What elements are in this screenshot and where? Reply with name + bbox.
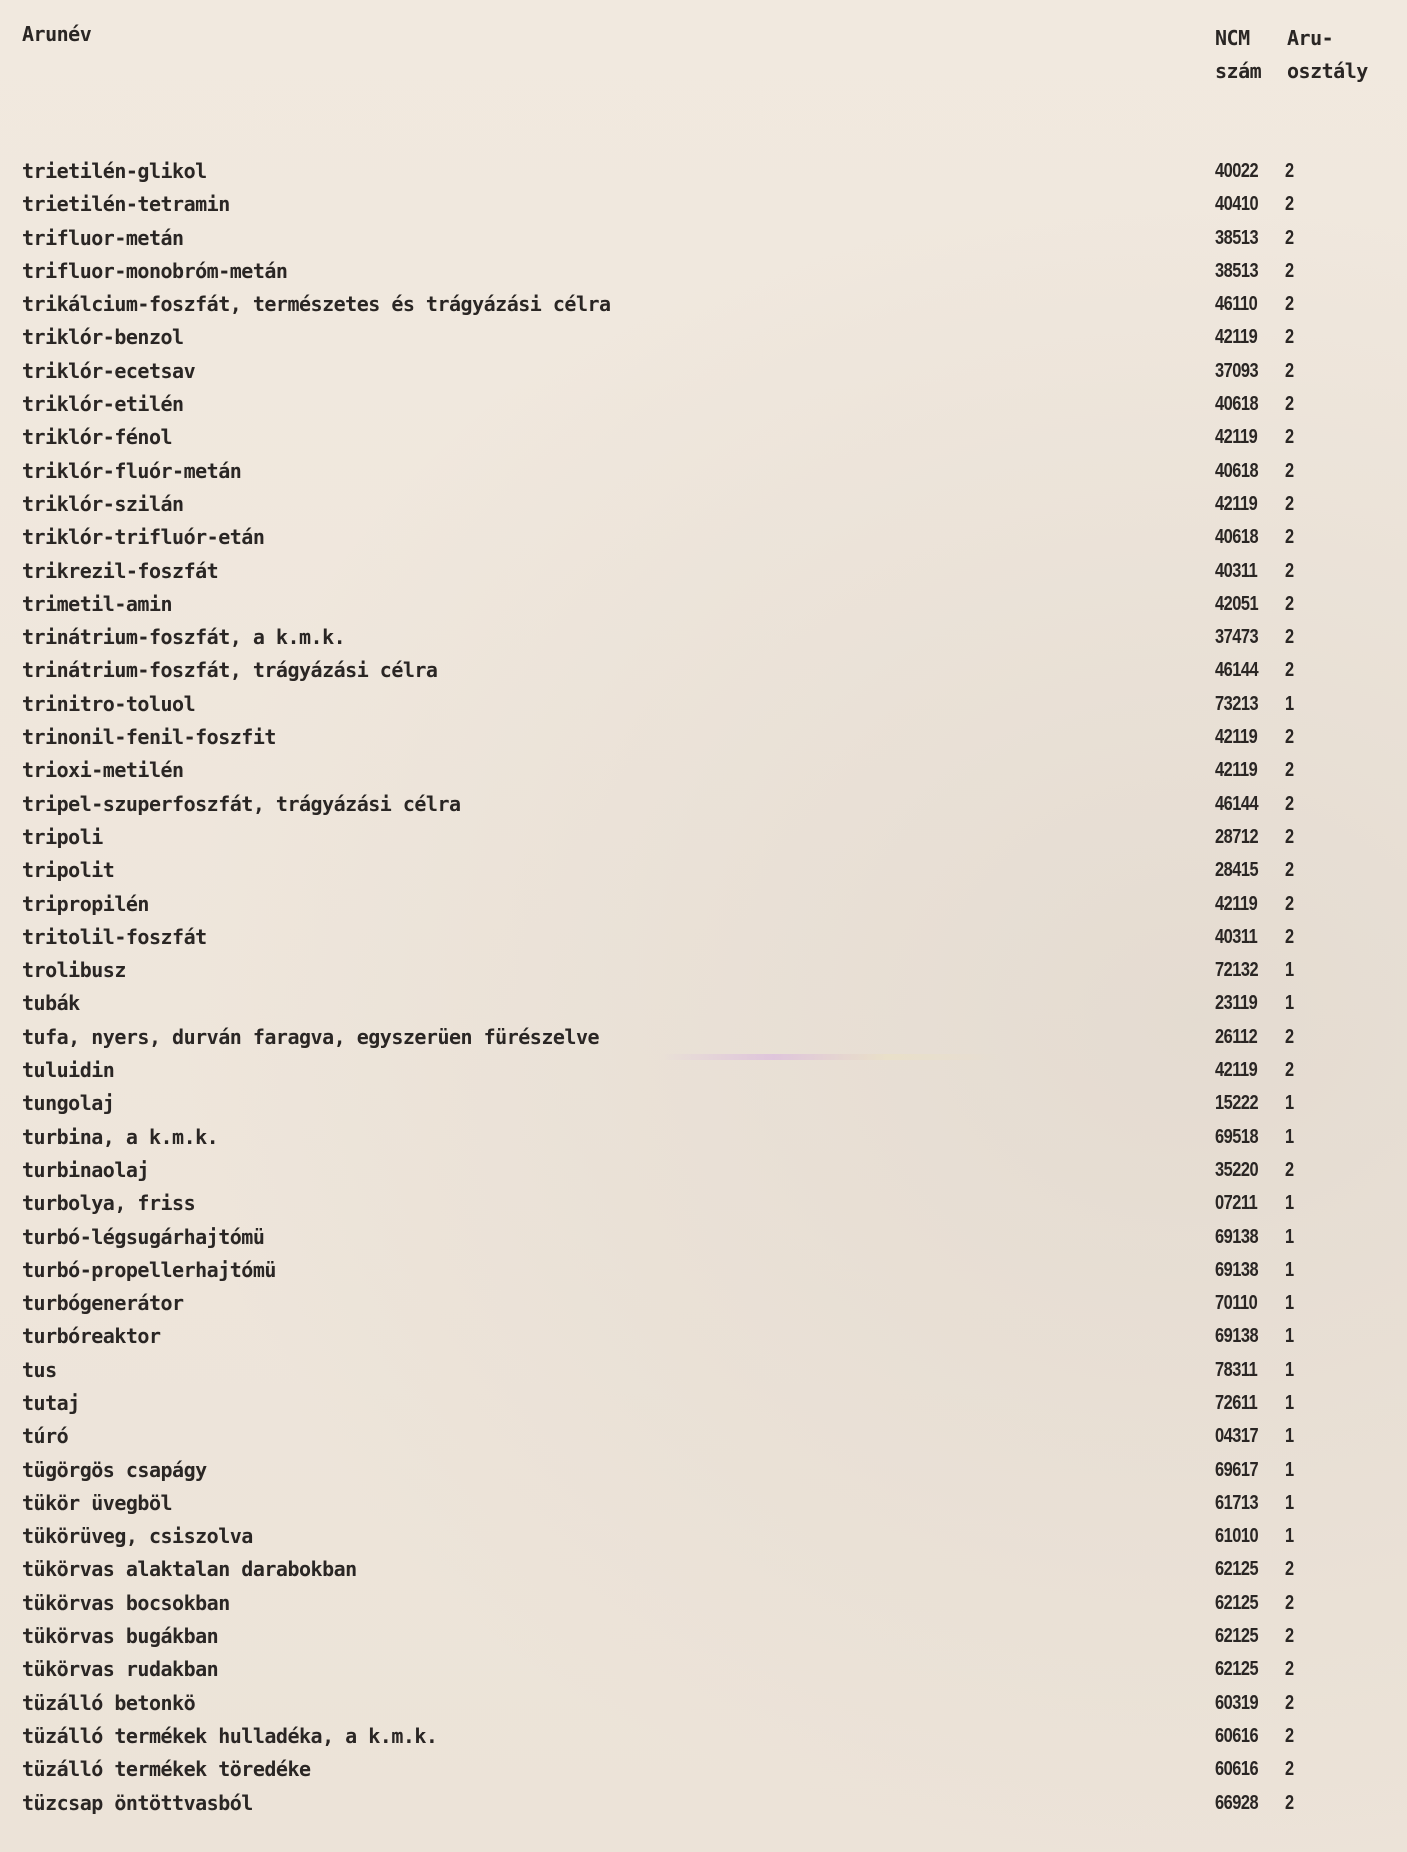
table-row	[0, 488, 1407, 521]
ncm-code: 40311	[1215, 559, 1258, 582]
table-row	[0, 1021, 1407, 1054]
ncm-code: 40618	[1215, 526, 1259, 549]
ncm-code: 69518	[1215, 1125, 1259, 1148]
goods-class: 2	[1285, 193, 1295, 216]
goods-class: 2	[1285, 359, 1295, 382]
table-row	[0, 1620, 1407, 1653]
ncm-code: 72132	[1215, 959, 1259, 982]
item-name: trikrezil-foszfát	[22, 558, 219, 583]
item-name: trinitro-toluol	[22, 691, 196, 716]
item-name: triklór-ecetsav	[22, 358, 196, 383]
ncm-code: 42119	[1215, 759, 1258, 782]
table-row	[0, 1254, 1407, 1287]
goods-class: 1	[1285, 1192, 1295, 1215]
column-header-ncm-line2: szám	[1215, 59, 1262, 83]
goods-class: 2	[1285, 1658, 1295, 1681]
goods-class: 2	[1285, 426, 1295, 449]
ncm-code: 72611	[1215, 1391, 1258, 1414]
item-name: tufa, nyers, durván faragva, egyszerüen fürészelve	[22, 1024, 600, 1049]
item-name: trietilén-glikol	[22, 159, 207, 183]
item-name: triklór-fluór-metán	[22, 458, 242, 483]
ncm-code: 60616	[1215, 1724, 1259, 1747]
ncm-code: 04317	[1215, 1425, 1259, 1448]
ncm-code: 62125	[1215, 1591, 1259, 1614]
ncm-code: 60319	[1215, 1691, 1259, 1714]
item-name: tuluidin	[22, 1058, 115, 1083]
goods-class: 1	[1285, 1491, 1295, 1514]
goods-class: 2	[1285, 1558, 1295, 1581]
item-name: triklór-etilén	[22, 392, 184, 417]
table-row	[0, 1520, 1407, 1553]
column-header-ncm	[1215, 22, 1261, 88]
ncm-code: 42119	[1215, 892, 1258, 915]
table-row	[0, 1387, 1407, 1420]
table-row	[0, 1121, 1407, 1154]
item-name: tritolil-foszfát	[22, 924, 207, 949]
item-name: tügörgös csapágy	[22, 1457, 207, 1482]
item-name: tüzálló betonkö	[22, 1690, 196, 1715]
table-row	[0, 654, 1407, 687]
ncm-code: 62125	[1215, 1558, 1259, 1581]
item-name: túró	[22, 1424, 69, 1449]
item-name: triklór-szilán	[22, 491, 184, 516]
item-name: trinátrium-foszfát, a k.m.k.	[22, 625, 346, 650]
goods-class: 1	[1285, 692, 1295, 715]
table-row	[0, 1054, 1407, 1087]
table-row	[0, 1154, 1407, 1187]
table-row	[0, 555, 1407, 588]
ncm-code: 37473	[1215, 626, 1259, 649]
table-row	[0, 721, 1407, 754]
table-row	[0, 1787, 1407, 1820]
ncm-code: 42119	[1215, 326, 1258, 349]
ncm-code: 38513	[1215, 259, 1259, 282]
ncm-code: 40311	[1215, 925, 1258, 948]
ncm-code: 78311	[1215, 1358, 1258, 1381]
item-name: tripropilén	[22, 891, 149, 916]
goods-class: 1	[1285, 1525, 1295, 1548]
ncm-code: 23119	[1215, 992, 1258, 1015]
ncm-code: 28415	[1215, 859, 1259, 882]
ncm-code: 42119	[1215, 726, 1258, 749]
table-row	[0, 1687, 1407, 1720]
item-name: tüzálló termékek töredéke	[22, 1757, 311, 1782]
table-row	[0, 321, 1407, 354]
table-row	[0, 754, 1407, 787]
goods-class: 2	[1285, 659, 1295, 682]
item-name: tubák	[22, 991, 80, 1016]
goods-class: 2	[1285, 1591, 1295, 1614]
table-row	[0, 987, 1407, 1020]
table-row	[0, 188, 1407, 221]
goods-class: 2	[1285, 859, 1295, 882]
table-row	[0, 1720, 1407, 1753]
item-name: turbina, a k.m.k.	[22, 1124, 219, 1149]
item-name: turbó-propellerhajtómü	[22, 1257, 276, 1282]
table-row	[0, 222, 1407, 255]
table-row	[0, 421, 1407, 454]
ncm-code: 37093	[1215, 359, 1259, 382]
item-name: triklór-fénol	[22, 425, 173, 450]
goods-class: 2	[1285, 626, 1295, 649]
table-row	[0, 1753, 1407, 1786]
table-row	[0, 455, 1407, 488]
ncm-code: 69617	[1215, 1458, 1259, 1481]
item-name: tükör üvegböl	[22, 1490, 173, 1515]
table-row	[0, 388, 1407, 421]
item-name: tripoli	[22, 824, 103, 849]
ncm-code: 62125	[1215, 1625, 1259, 1648]
goods-class: 2	[1285, 1158, 1295, 1181]
ncm-code: 69138	[1215, 1325, 1259, 1348]
item-name: trikálcium-foszfát, természetes és trágyázási célra	[22, 292, 611, 317]
column-header-ncm-line1: NCM	[1215, 26, 1250, 50]
table-row	[0, 288, 1407, 321]
item-name: tükörvas rudakban	[22, 1657, 219, 1682]
item-name: triklór-benzol	[22, 325, 184, 350]
ncm-code: 46110	[1215, 293, 1258, 316]
ncm-code: 35220	[1215, 1158, 1259, 1181]
item-name: turbógenerátor	[22, 1291, 184, 1316]
goods-class: 2	[1285, 792, 1295, 815]
table-row	[0, 521, 1407, 554]
column-header-class-line1: Aru-	[1287, 26, 1334, 50]
item-name: trolibusz	[22, 958, 126, 983]
table-row	[0, 588, 1407, 621]
item-name: tükörvas alaktalan darabokban	[22, 1557, 357, 1582]
ncm-code: 15222	[1215, 1092, 1259, 1115]
table-row	[0, 954, 1407, 987]
ncm-code: 69138	[1215, 1258, 1259, 1281]
table-row	[0, 1487, 1407, 1520]
table-row	[0, 1221, 1407, 1254]
ncm-code: 73213	[1215, 692, 1259, 715]
table-row	[0, 1454, 1407, 1487]
item-name: triklór-trifluór-etán	[22, 525, 265, 550]
goods-class: 1	[1285, 1425, 1295, 1448]
goods-class: 1	[1285, 1125, 1295, 1148]
goods-class: 2	[1285, 326, 1295, 349]
table-row	[0, 1187, 1407, 1220]
table-row	[0, 921, 1407, 954]
ncm-code: 70110	[1215, 1292, 1258, 1315]
goods-class: 2	[1285, 759, 1295, 782]
goods-class: 1	[1285, 1325, 1295, 1348]
table-row	[0, 788, 1407, 821]
ncm-code: 26112	[1215, 1025, 1258, 1048]
table-row	[0, 1087, 1407, 1120]
goods-class: 2	[1285, 726, 1295, 749]
item-name: trioxi-metilén	[22, 758, 184, 783]
item-name: turbóreaktor	[22, 1324, 161, 1349]
ncm-code: 40410	[1215, 193, 1259, 216]
table-row	[0, 888, 1407, 921]
ncm-code: 42119	[1215, 426, 1258, 449]
ncm-code: 46144	[1215, 659, 1259, 682]
ncm-code: 61010	[1215, 1525, 1259, 1548]
goods-class: 1	[1285, 1225, 1295, 1248]
ncm-code: 60616	[1215, 1758, 1259, 1781]
ncm-code: 40618	[1215, 459, 1259, 482]
goods-class: 1	[1285, 1358, 1295, 1381]
item-name: tripolit	[22, 858, 115, 883]
goods-class: 1	[1285, 959, 1295, 982]
column-header-class-line2: osztály	[1287, 59, 1368, 83]
goods-class: 2	[1285, 592, 1295, 615]
ncm-code: 42119	[1215, 1059, 1258, 1082]
goods-class: 2	[1285, 259, 1295, 282]
goods-class: 1	[1285, 992, 1295, 1015]
item-name: trinátrium-foszfát, trágyázási célra	[22, 658, 438, 683]
goods-class: 1	[1285, 1258, 1295, 1281]
item-name: tripel-szuperfoszfát, trágyázási célra	[22, 791, 461, 816]
item-name: tungolaj	[22, 1091, 115, 1116]
goods-class: 2	[1285, 293, 1295, 316]
ncm-code: 07211	[1215, 1192, 1258, 1215]
table-row	[0, 1653, 1407, 1686]
item-name: trimetil-amin	[22, 591, 173, 616]
goods-class: 2	[1285, 559, 1295, 582]
goods-class: 2	[1285, 1791, 1295, 1814]
item-name: trietilén-tetramin	[22, 192, 230, 217]
goods-class: 2	[1285, 226, 1295, 249]
item-name: tüzálló termékek hulladéka, a k.m.k.	[22, 1723, 438, 1748]
ncm-code: 42119	[1215, 492, 1258, 515]
ncm-code: 62125	[1215, 1658, 1259, 1681]
table-row	[0, 1354, 1407, 1387]
item-name: tükörüveg, csiszolva	[22, 1524, 253, 1549]
item-name: trinonil-fenil-foszfit	[22, 725, 276, 750]
goods-class: 1	[1285, 1391, 1295, 1414]
table-header	[0, 22, 1407, 92]
table-row	[0, 1420, 1407, 1453]
item-name: tükörvas bocsokban	[22, 1590, 230, 1615]
table-row	[0, 355, 1407, 388]
ncm-code: 46144	[1215, 792, 1259, 815]
table-row	[0, 821, 1407, 854]
goods-class: 2	[1285, 492, 1295, 515]
item-name: tükörvas bugákban	[22, 1624, 219, 1649]
ncm-code: 66928	[1215, 1791, 1259, 1814]
goods-class: 2	[1285, 1059, 1295, 1082]
item-name: turbolya, friss	[22, 1191, 196, 1216]
goods-class: 2	[1285, 393, 1295, 416]
column-header-class	[1287, 22, 1368, 88]
table-row	[0, 1587, 1407, 1620]
goods-class: 2	[1285, 1691, 1295, 1714]
goods-class: 2	[1285, 1758, 1295, 1781]
column-header-name: Arunév	[22, 22, 92, 46]
goods-class: 2	[1285, 1724, 1295, 1747]
item-name: tus	[22, 1357, 57, 1382]
ncm-code: 69138	[1215, 1225, 1259, 1248]
table-row	[0, 255, 1407, 288]
ncm-code: 28712	[1215, 825, 1259, 848]
goods-class: 2	[1285, 892, 1295, 915]
table-row	[0, 688, 1407, 721]
goods-class: 2	[1285, 1025, 1295, 1048]
ncm-code: 38513	[1215, 226, 1259, 249]
table-row	[0, 1320, 1407, 1353]
item-name: trifluor-monobróm-metán	[22, 258, 288, 283]
goods-class: 2	[1285, 160, 1295, 182]
goods-class: 2	[1285, 526, 1295, 549]
table-row	[0, 1287, 1407, 1320]
item-name: tutaj	[22, 1390, 80, 1415]
ncm-code: 40022	[1215, 160, 1259, 182]
item-name: tüzcsap öntöttvasból	[22, 1790, 253, 1815]
goods-class: 2	[1285, 1625, 1295, 1648]
item-name: turbó-légsugárhajtómü	[22, 1224, 265, 1249]
goods-class: 1	[1285, 1292, 1295, 1315]
ncm-code: 40618	[1215, 393, 1259, 416]
goods-class: 2	[1285, 825, 1295, 848]
table-row	[0, 155, 1407, 188]
table-row	[0, 854, 1407, 887]
goods-class: 2	[1285, 459, 1295, 482]
commodity-list	[0, 155, 1407, 1820]
goods-class: 2	[1285, 925, 1295, 948]
table-row	[0, 621, 1407, 654]
ncm-code: 42051	[1215, 592, 1259, 615]
item-name: turbinaolaj	[22, 1157, 149, 1182]
goods-class: 1	[1285, 1458, 1295, 1481]
table-row	[0, 1553, 1407, 1586]
ncm-code: 61713	[1215, 1491, 1259, 1514]
item-name: trifluor-metán	[22, 225, 184, 250]
goods-class: 1	[1285, 1092, 1295, 1115]
